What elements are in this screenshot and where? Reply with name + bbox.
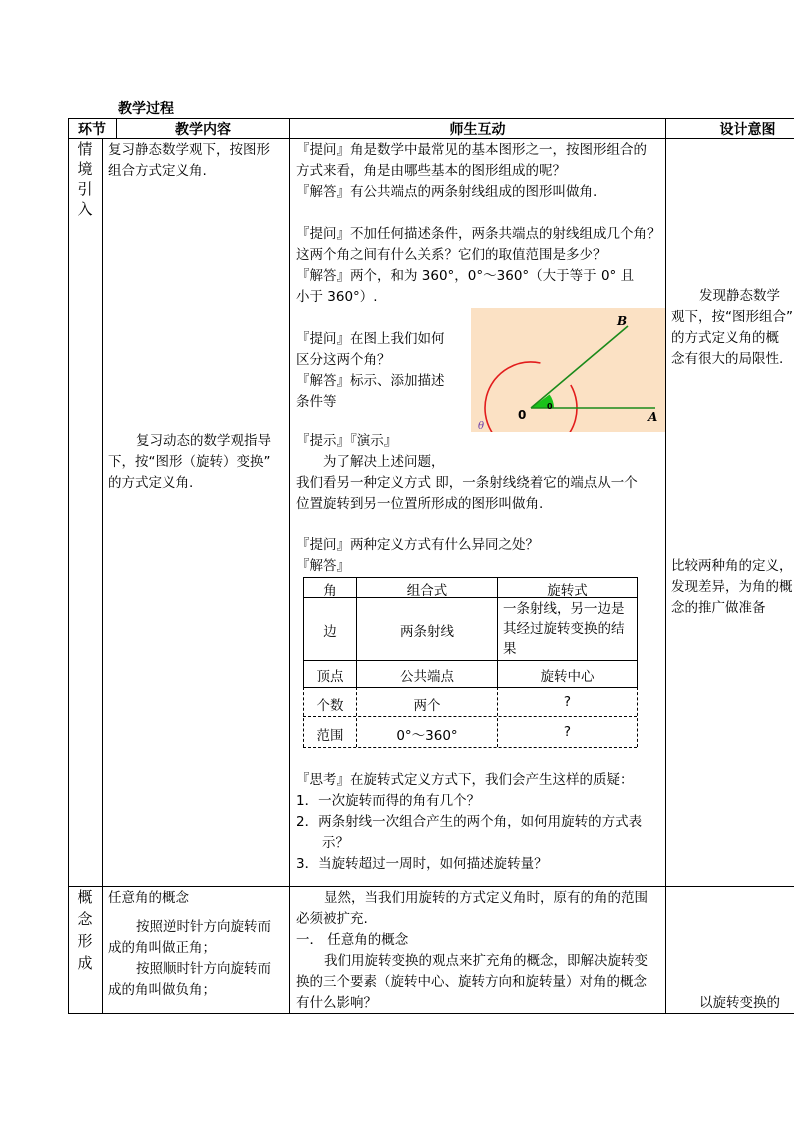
stage1-char: 境 bbox=[77, 160, 93, 178]
stage1-interaction-e: 『提问』两种定义方式有什么异同之处？ 『解答』 bbox=[296, 537, 539, 574]
compare-header-cell: 组合式 bbox=[406, 583, 448, 599]
compare-cell: 公共端点 bbox=[400, 669, 454, 685]
col-border-left bbox=[68, 118, 69, 1014]
stage1-char: 入 bbox=[77, 200, 93, 218]
compare-header-cell: 角 bbox=[323, 583, 337, 599]
stage1-char: 引 bbox=[77, 180, 93, 198]
stage1-interaction-b: 『提问』不加任何描述条件，两条共端点的射线组成几个角？ 这两个角之间有什么关系？它们的取值范围是多少？ 『解答』两个，和为 360°，0°～360°（大于等于 0° 且 小于 360°）. bbox=[296, 226, 661, 305]
label-b: B bbox=[617, 314, 628, 328]
section-title: 教学过程 bbox=[118, 101, 174, 117]
header-content: 教学内容 bbox=[175, 122, 231, 138]
figure-background bbox=[471, 308, 665, 432]
compare-cell: 两条射线 bbox=[400, 624, 454, 640]
compare-cell: 边 bbox=[323, 624, 337, 640]
stage1-content-a: 复习静态数学观下，按图形 组合方式定义角. bbox=[108, 142, 270, 179]
col-border-1 bbox=[102, 138, 103, 1014]
header-interaction: 师生互动 bbox=[449, 122, 506, 138]
compare-cell: 范围 bbox=[316, 728, 344, 744]
stage1-char: 情 bbox=[77, 140, 93, 158]
header-intent: 设计意图 bbox=[719, 122, 776, 138]
label-o: 0 bbox=[518, 408, 527, 422]
stage1-interaction-d: 『提示』『演示』 为了解决上述问题， 我们看另一种定义方式 即，一条射线绕着它的端点从一个 位置旋转到另一位置所形成的图形叫做角. bbox=[296, 433, 638, 512]
compare-header-cell: 旋转式 bbox=[547, 583, 588, 599]
compare-cell: ? bbox=[563, 694, 572, 710]
compare-cell: 两个 bbox=[413, 698, 441, 714]
col-border-2 bbox=[289, 118, 290, 1014]
col-border-3 bbox=[665, 118, 666, 1014]
compare-table-rule bbox=[303, 716, 637, 717]
stage2-char: 概 bbox=[77, 888, 93, 906]
header-stage: 环节 bbox=[78, 122, 106, 138]
stage2-interaction: 显然，当我们用旋转的方式定义角时，原有的角的范围 必须被扩充. 一． 任意角的概念 我们用旋转变换的观点来扩充角的概念，即解决旋转变 换的三个要素（旋转中心、旋转方向和旋转量）对角的概念 有什么影响？ bbox=[296, 890, 648, 1011]
stage1-thinking: 『思考』在旋转式定义方式下，我们会产生这样的质疑： 1．一次旋转而得的角有几个？ 2．两条射线一次组合产生的两个角，如何用旋转的方式表 示？ 3．当旋转超过一周时，如何描述旋转量？ bbox=[296, 772, 643, 872]
compare-table-rule bbox=[303, 687, 637, 688]
stage1-interaction-c: 『提问』在图上我们如何 区分这两个角？ 『解答』标示、添加描述 条件等 bbox=[296, 331, 445, 410]
label-a: A bbox=[648, 410, 658, 424]
stage1-content-b: 复习动态的数学观指导 下，按“图形（旋转）变换” 的方式定义角. bbox=[108, 433, 271, 491]
stage-divider bbox=[68, 886, 794, 887]
label-theta: θ bbox=[478, 421, 485, 432]
compare-table-rule bbox=[303, 660, 637, 661]
label-small-angle: 0 bbox=[547, 402, 553, 411]
stage1-intent-b: 比较两种角的定义， 发现差异，为角的概 念的推广做准备 bbox=[671, 558, 793, 616]
compare-table-col-dashed bbox=[637, 687, 638, 747]
stage2-intent: 以旋转变换的 bbox=[699, 995, 780, 1011]
stage1-interaction-a: 『提问』角是数学中最常见的基本图形之一，按图形组合的 方式来看，角是由哪些基本的图形组成的呢？ 『解答』有公共端点的两条射线组成的图形叫做角. bbox=[296, 142, 647, 200]
compare-table-rule bbox=[303, 747, 637, 748]
compare-cell: 个数 bbox=[316, 698, 344, 714]
stage2-char: 形 bbox=[77, 932, 93, 950]
compare-cell: 顶点 bbox=[316, 669, 344, 685]
stage1-intent-a: 发现静态数学 观下，按“图形组合” 的方式定义角的概 念有很大的局限性. bbox=[671, 288, 793, 367]
stage2-char: 念 bbox=[77, 910, 93, 928]
compare-cell: 旋转中心 bbox=[540, 669, 595, 685]
compare-cell-multiline: 一条射线，另一边是 其经过旋转变换的结 果 bbox=[503, 601, 625, 657]
stage2-content: 任意角的概念 按照逆时针方向旋转而 成的角叫做正角； 按照顺时针方向旋转而 成的角叫做负角； bbox=[108, 890, 271, 998]
compare-cell: ? bbox=[563, 724, 572, 740]
compare-cell: 0°～360° bbox=[396, 728, 458, 744]
compare-table-col bbox=[637, 577, 638, 687]
stage2-char: 成 bbox=[77, 954, 93, 972]
angle-figure bbox=[471, 308, 665, 432]
compare-table-rule bbox=[303, 577, 637, 578]
